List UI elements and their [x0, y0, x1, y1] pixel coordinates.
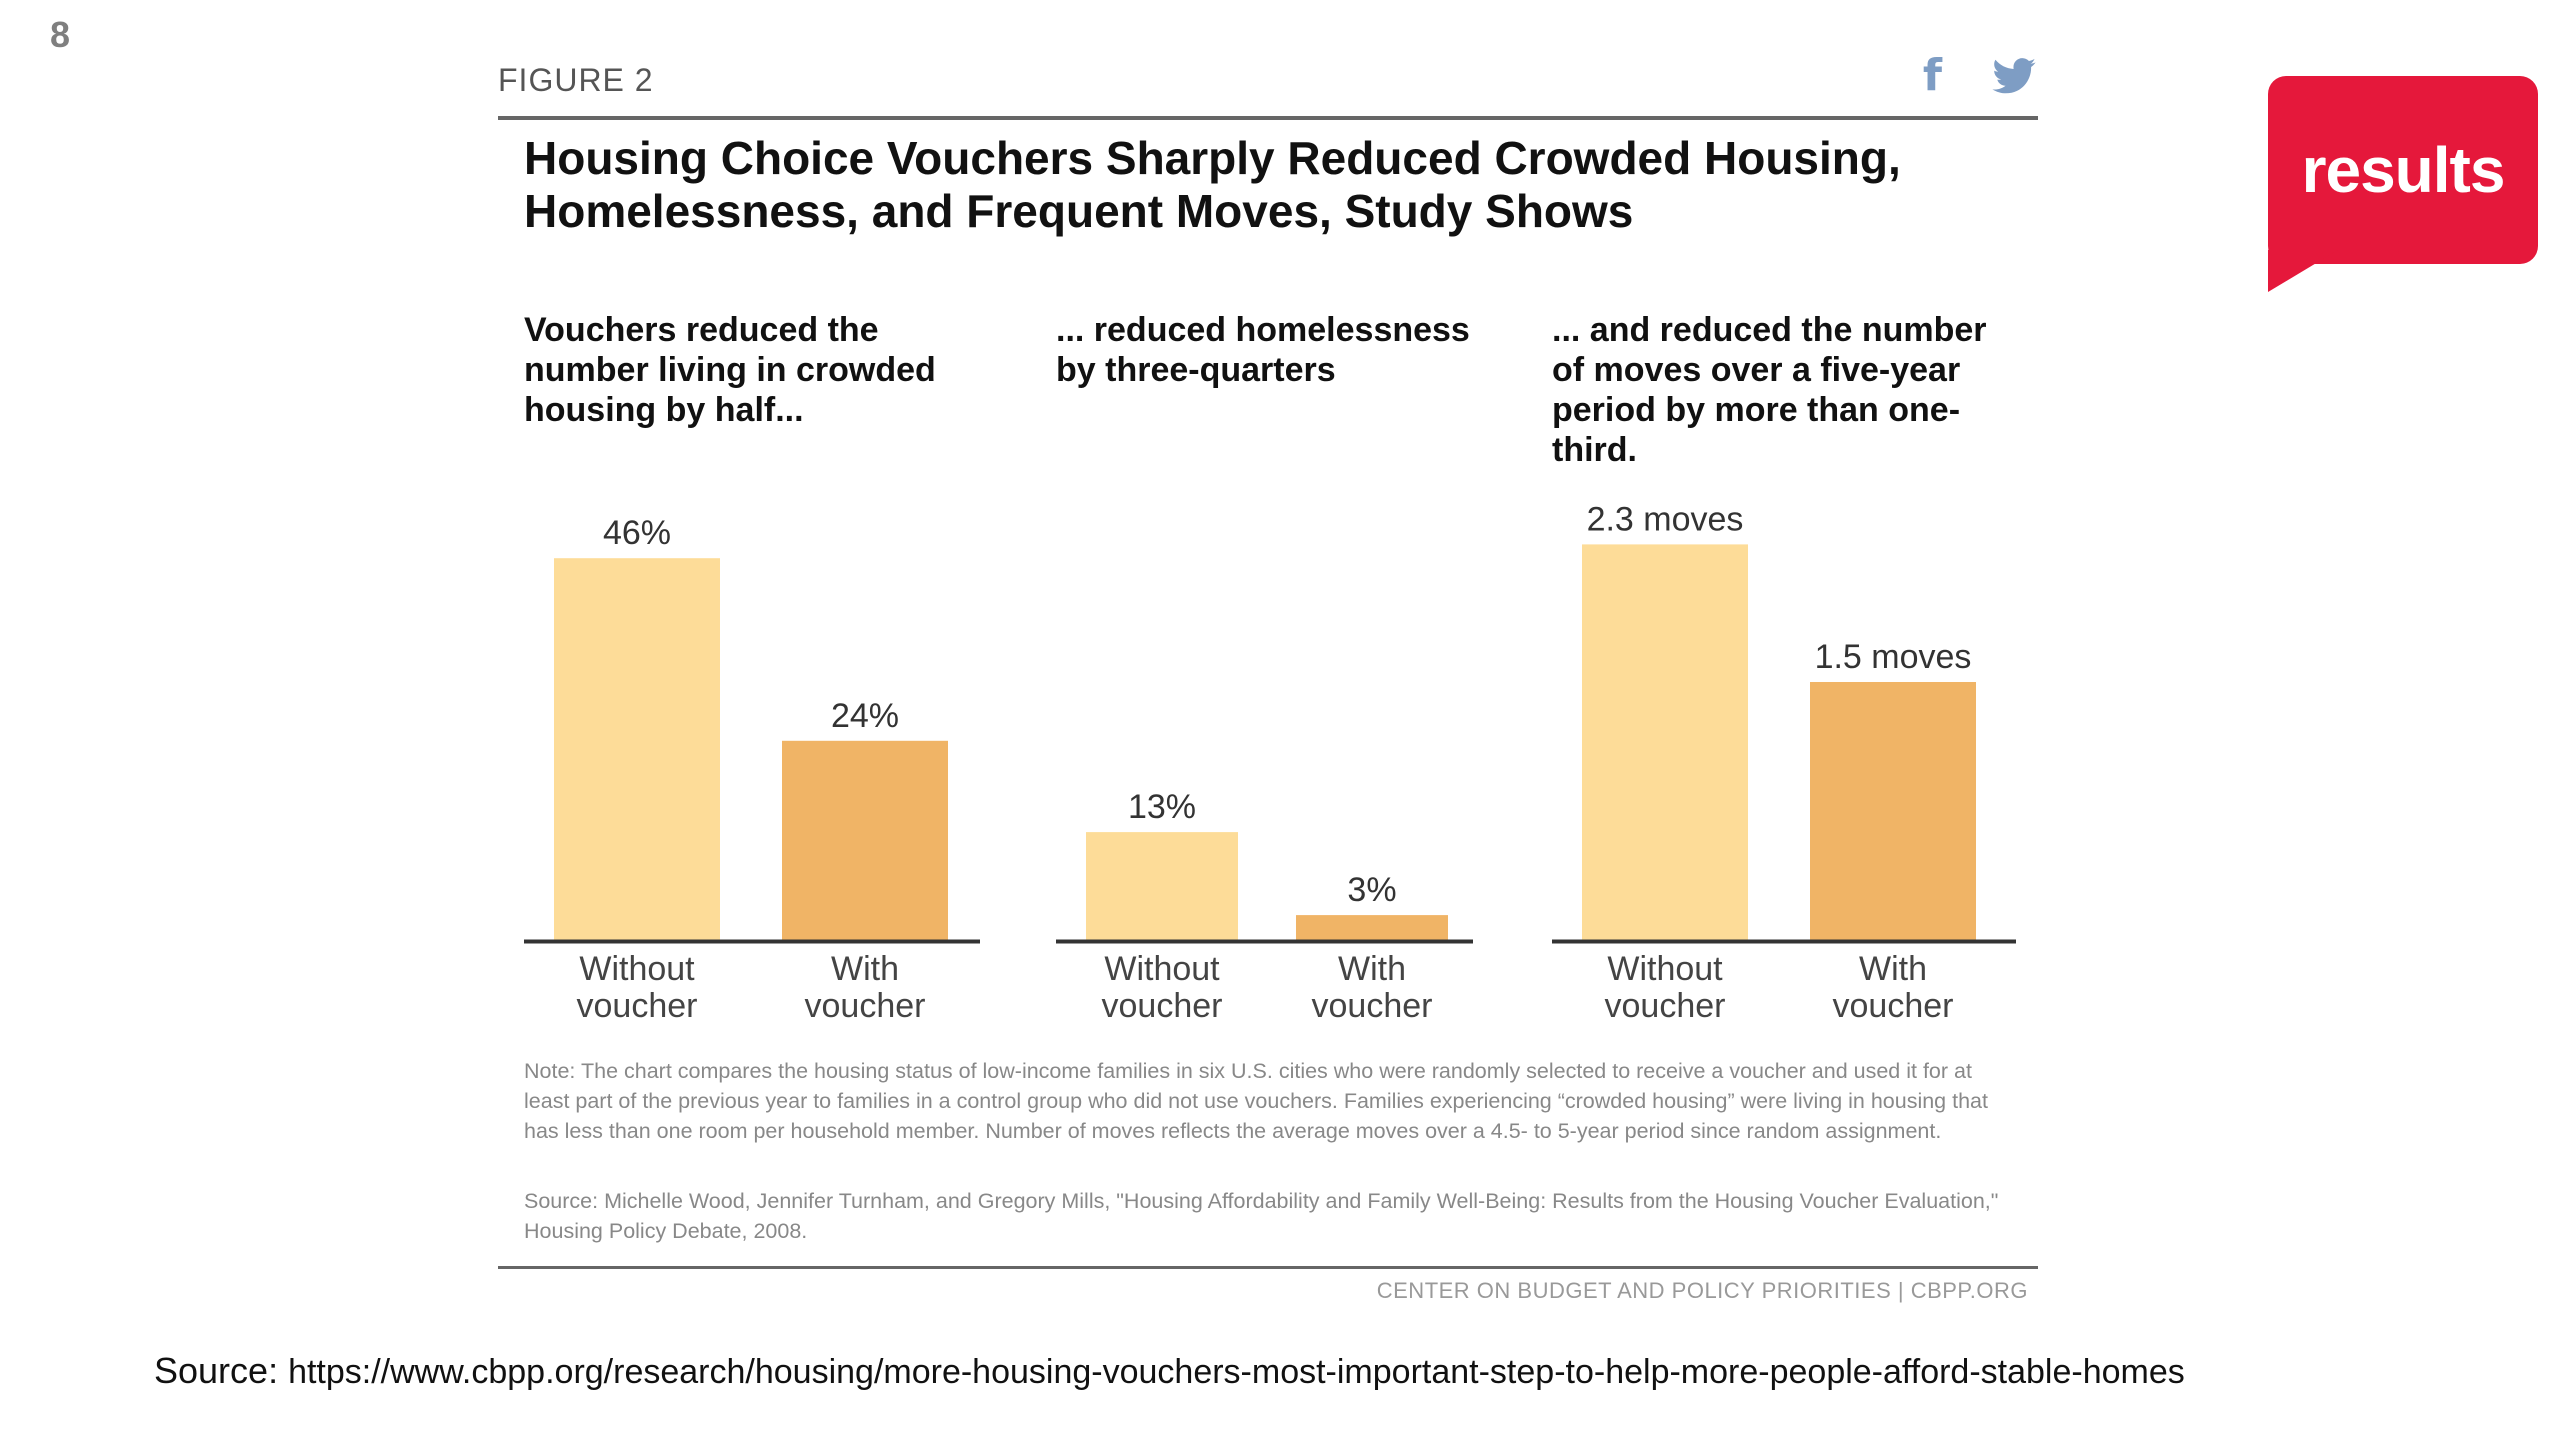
data-label-panel2-2: 3% [1347, 871, 1397, 910]
facebook-icon[interactable]: f [1922, 50, 1942, 101]
data-label-panel3-1: 2.3 moves [1586, 500, 1744, 539]
slide-source-prefix: Source: [154, 1350, 289, 1391]
bar-panel3-without-voucher [1582, 544, 1748, 940]
category-label-panel1-2: With voucher [804, 950, 926, 1025]
panel-2-heading: ... reduced homelessness by three-quarters [1056, 311, 1470, 389]
bar-panel2-without-voucher [1086, 832, 1238, 940]
category-label-panel1-1: Without voucher [576, 950, 698, 1025]
category-label-panel2-1: Without voucher [1101, 950, 1223, 1025]
category-label-panel3-2: With voucher [1832, 950, 1954, 1025]
panel-1-heading: Vouchers reduced the number living in crowded housing by half... [524, 311, 936, 429]
slide-source-url[interactable]: https://www.cbpp.org/research/housing/more-housing-vouchers-most-important-step-to-help-more-people-afford-stable-homes [288, 1353, 2185, 1391]
data-label-panel1-2: 24% [830, 696, 900, 735]
bar-panel2-with-voucher [1296, 915, 1448, 940]
slide-number: 8 [50, 14, 71, 55]
bar-panel1-with-voucher [782, 741, 948, 940]
slide-source [154, 1350, 2185, 1392]
figure-label: FIGURE 2 [498, 62, 654, 98]
data-label-panel1-1: 46% [602, 514, 672, 553]
figure-source: Source: Michelle Wood, Jennifer Turnham, and Gregory Mills, "Housing Affordability and Family Well-Being: Results from the Housing Voucher Evaluation," Housing Policy Debate, 2008. [524, 1189, 1999, 1243]
bar-panel1-without-voucher [554, 558, 720, 940]
bottom-rule [498, 1266, 2038, 1269]
bar-panel3-with-voucher [1810, 682, 1976, 940]
figure-note: Note: The chart compares the housing status of low-income families in six U.S. cities who were randomly selected to receive a voucher and used it for at least part of the previous year to families in a control group who did not use vouchers. Families experiencing “crowded housing” were living in housing that has less than one room per household member. Number of moves reflects the average moves over a 4.5- to 5-year period since random assignment. [524, 1059, 1988, 1143]
share-icons [1923, 50, 2036, 101]
results-logo [2268, 76, 2538, 264]
figure-credit: CENTER ON BUDGET AND POLICY PRIORITIES | CBPP.ORG [1376, 1278, 2028, 1303]
bar-charts [498, 470, 2038, 1050]
figure-card [498, 50, 2038, 1303]
data-label-panel3-2: 1.5 moves [1814, 638, 1972, 676]
category-label-panel3-1: Without voucher [1604, 950, 1726, 1025]
top-rule [498, 116, 2038, 120]
figure-title: Housing Choice Vouchers Sharply Reduced Crowded Housing, Homelessness, and Frequent Moves, Study Shows [524, 132, 1901, 237]
twitter-icon[interactable] [1992, 58, 2036, 94]
logo-text: results [2301, 134, 2505, 206]
panel-3-heading: ... and reduced the number of moves over a five-year period by more than one-third. [1552, 311, 1987, 469]
data-label-panel2-1: 13% [1127, 788, 1197, 827]
logo-speech-tail [2268, 250, 2338, 292]
category-label-panel2-2: With voucher [1311, 950, 1433, 1025]
